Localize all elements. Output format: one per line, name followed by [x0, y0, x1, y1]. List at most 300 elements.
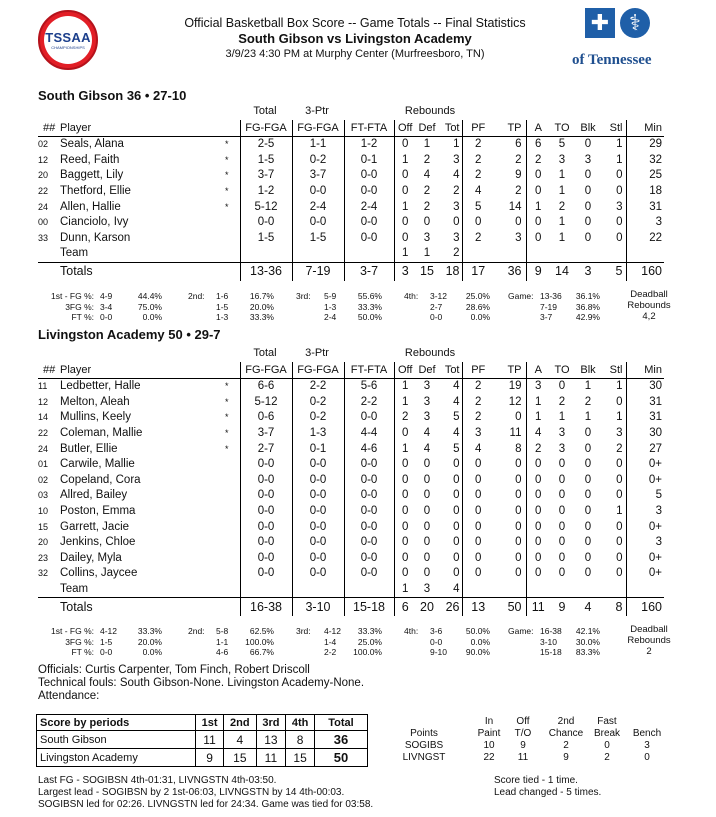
starter-mark — [214, 566, 240, 582]
personal-fouls: 0 — [462, 457, 494, 473]
three-pointers: 0-0 — [292, 551, 344, 567]
player-name: Ledbetter, Halle — [60, 380, 141, 393]
steals-header: Stl — [602, 362, 626, 379]
player-row — [38, 426, 664, 442]
blocks: 0 — [584, 551, 592, 564]
periods-team: South Gibson — [37, 731, 196, 749]
steals: 0 — [616, 520, 623, 533]
total-points: 0 — [515, 520, 522, 533]
personal-fouls: 5 — [462, 199, 494, 215]
assists: 0 — [526, 457, 550, 473]
three-pointers: 0-0 — [292, 488, 344, 504]
off-rebounds: 0 — [394, 215, 416, 231]
total-points: 19 — [508, 380, 522, 393]
assists: 6 — [526, 137, 550, 153]
periods-header-2nd: 2nd — [224, 715, 257, 731]
team-field-goals — [240, 246, 292, 262]
misc-h1-2: Off — [516, 716, 530, 727]
away-rebounds-group: Rebounds — [404, 347, 456, 359]
free-throws: 4-6 — [344, 441, 394, 457]
player-row — [38, 231, 664, 247]
player-number: 01 — [38, 459, 49, 470]
total-points: 2 — [515, 153, 522, 166]
total-points: 3 — [515, 231, 522, 244]
minutes: 18 — [626, 184, 664, 200]
blocks: 0 — [584, 505, 592, 518]
away-4th-pct: 50.0% 0.0% 90.0% — [465, 626, 490, 658]
away-3ptr-group: 3-Ptr — [305, 347, 329, 359]
player-number: 02 — [38, 139, 49, 150]
field-goals: 3-7 — [240, 168, 292, 184]
team-steals — [602, 246, 626, 262]
minutes: 3 — [626, 535, 664, 551]
team-assists — [526, 246, 550, 262]
personal-fouls: 2 — [462, 231, 494, 247]
turnovers: 5 — [558, 138, 566, 151]
home-1st-frac: 4-9 3-4 0-0 — [100, 291, 113, 323]
blocks-header: Blk — [574, 362, 602, 379]
player-row — [38, 566, 664, 582]
blocks: 0 — [584, 489, 592, 502]
def-rebounds: 3 — [423, 231, 431, 244]
player-name: Jenkins, Chloe — [60, 536, 136, 549]
minutes: 30 — [626, 426, 664, 442]
assists-header: A — [526, 362, 550, 379]
player-name: Allen, Hallie — [60, 200, 121, 213]
totals-def-rebounds: 20 — [416, 598, 438, 617]
assists: 0 — [526, 215, 550, 231]
team-turnovers — [550, 246, 574, 262]
totals-total-rebounds: 26 — [438, 598, 462, 617]
total-rebounds: 3 — [453, 231, 460, 244]
total-points: 0 — [515, 489, 522, 502]
officials-line: Officials: Curtis Carpenter, Tom Finch, Robert Driscoll — [38, 664, 310, 676]
field-goals-header: FG-FGA — [240, 120, 292, 137]
off-rebounds: 0 — [394, 473, 416, 489]
blue-cross-icon: ✚ — [585, 8, 615, 38]
off-rebounds: 1 — [394, 379, 416, 395]
assists-header: A — [526, 120, 550, 137]
total-rebounds: 0 — [453, 458, 460, 471]
personal-fouls: 0 — [462, 566, 494, 582]
misc-row-1-cell-2: 11 — [517, 752, 529, 763]
misc-h2-3: Chance — [548, 728, 584, 739]
assists: 0 — [526, 519, 550, 535]
away-team-title: Livingston Academy 50 • 29-7 — [38, 327, 221, 342]
personal-fouls: 2 — [462, 153, 494, 169]
field-goals: 0-0 — [240, 566, 292, 582]
total-rebounds: 0 — [453, 473, 460, 486]
periods-q1: 9 — [196, 749, 224, 767]
periods-q4: 15 — [286, 749, 315, 767]
blocks: 0 — [584, 520, 592, 533]
off-rebounds: 0 — [394, 426, 416, 442]
totals-total-points: 50 — [494, 598, 526, 617]
off-rebounds: 1 — [394, 441, 416, 457]
starter-mark — [214, 504, 240, 520]
def-rebounds: 0 — [423, 505, 431, 518]
starter-header — [214, 362, 240, 379]
turnovers: 2 — [558, 200, 566, 213]
total-points: 0 — [515, 458, 522, 471]
starter-mark: * — [224, 186, 229, 197]
home-game-frac: 13-36 7-19 3-7 — [540, 291, 562, 323]
field-goals: 6-6 — [240, 379, 292, 395]
player-name: Coleman, Mallie — [60, 427, 143, 440]
steals-header: Stl — [602, 120, 626, 137]
home-4th-pct: 25.0% 28.6% 0.0% — [465, 291, 490, 323]
home-team-title: South Gibson 36 • 27-10 — [38, 88, 187, 103]
player-number: 24 — [38, 201, 49, 212]
steals: 0 — [616, 185, 623, 198]
player-name: Collins, Jaycee — [60, 567, 138, 580]
minutes-header: Min — [626, 362, 664, 379]
turnovers: 0 — [558, 489, 566, 502]
away-box-table — [38, 362, 664, 616]
off-rebounds: 1 — [394, 153, 416, 169]
minutes: 5 — [626, 488, 664, 504]
off-rebounds: 0 — [394, 551, 416, 567]
player-name: Baggett, Lily — [60, 169, 124, 182]
player-name: Butler, Ellie — [60, 442, 118, 455]
off-rebounds: 0 — [394, 519, 416, 535]
off-rebounds: 0 — [394, 184, 416, 200]
total-rebounds: 0 — [453, 567, 460, 580]
totals-off-rebounds: 3 — [394, 262, 416, 281]
starter-header — [214, 120, 240, 137]
assists: 2 — [526, 441, 550, 457]
free-throws: 4-4 — [344, 426, 394, 442]
turnovers: 1 — [558, 169, 566, 182]
team-player-name: Team — [60, 247, 89, 260]
three-pointers-header: FG-FGA — [292, 362, 344, 379]
home-4th-label: 4th: — [404, 291, 419, 301]
minutes: 3 — [626, 215, 664, 231]
team-free-throws — [344, 246, 394, 262]
total-rebounds: 4 — [453, 380, 460, 393]
def-rebounds: 0 — [423, 473, 431, 486]
team-total-rebounds: 4 — [453, 583, 460, 596]
player-number: 32 — [38, 568, 49, 579]
assists: 0 — [526, 184, 550, 200]
total-points: 6 — [515, 138, 522, 151]
team-turnovers — [550, 582, 574, 598]
team-off-rebounds: 1 — [394, 246, 416, 262]
total-rebounds: 3 — [453, 200, 460, 213]
totals-blocks: 4 — [574, 598, 602, 617]
matchup-title: South Gibson vs Livingston Academy — [238, 31, 472, 46]
blocks: 0 — [584, 473, 592, 486]
steals: 0 — [616, 395, 623, 408]
def-rebounds: 0 — [423, 551, 431, 564]
free-throws: 0-0 — [344, 215, 394, 231]
player-row — [38, 488, 664, 504]
periods-header-3rd: 3rd — [256, 715, 286, 731]
off-rebounds: 0 — [394, 457, 416, 473]
off-rebounds: 1 — [394, 199, 416, 215]
player-name-header: Player — [60, 120, 214, 137]
player-name: Garrett, Jacie — [60, 520, 130, 533]
logo-subtext: CHAMPIONSHIPS — [51, 45, 85, 50]
team-blocks — [574, 246, 602, 262]
free-throws: 0-0 — [344, 410, 394, 426]
minutes: 29 — [626, 137, 664, 153]
field-goals: 0-0 — [240, 551, 292, 567]
field-goals: 1-5 — [240, 153, 292, 169]
personal-fouls: 2 — [462, 395, 494, 411]
personal-fouls: 2 — [462, 410, 494, 426]
box-header-row — [38, 362, 664, 379]
field-goals: 5-12 — [240, 395, 292, 411]
score-by-periods-table — [36, 714, 368, 767]
periods-q1: 11 — [196, 731, 224, 749]
periods-header-1st: 1st — [196, 715, 224, 731]
assists: 0 — [526, 535, 550, 551]
misc-row-0-cell-2: 9 — [520, 740, 526, 751]
home-total-group: Total — [253, 105, 277, 117]
def-rebounds: 3 — [423, 380, 431, 393]
starter-mark: * — [224, 428, 229, 439]
def-rebounds: 2 — [423, 200, 431, 213]
turnovers: 1 — [558, 216, 566, 229]
steals: 0 — [616, 551, 623, 564]
team-three-pointers — [292, 582, 344, 598]
away-deadball: Deadball Rebounds 2 — [627, 624, 671, 657]
player-name: Cianciolo, Ivy — [60, 216, 129, 229]
player-number: 20 — [38, 170, 49, 181]
steals: 1 — [616, 138, 623, 151]
footer-right — [494, 775, 601, 799]
three-pointers: 0-0 — [292, 215, 344, 231]
total-rebounds: 4 — [453, 169, 460, 182]
player-row — [38, 410, 664, 426]
free-throws: 0-0 — [344, 457, 394, 473]
periods-q3: 13 — [256, 731, 286, 749]
away-game-pct: 42.1% 30.0% 83.3% — [575, 626, 600, 658]
def-rebounds: 4 — [423, 442, 431, 455]
minutes: 31 — [626, 395, 664, 411]
personal-fouls: 2 — [462, 379, 494, 395]
free-throws: 5-6 — [344, 379, 394, 395]
team-row — [38, 246, 664, 262]
starter-mark: * — [224, 381, 229, 392]
player-number: 02 — [38, 474, 49, 485]
misc-h2-4: Break — [593, 728, 621, 739]
home-4th-frac: 3-12 2-7 0-0 — [430, 291, 448, 323]
turnovers: 0 — [558, 505, 566, 518]
team-minutes — [626, 582, 664, 598]
report-title: Official Basketball Box Score -- Game Totals -- Final Statistics — [184, 16, 526, 30]
player-name: Seals, Alana — [60, 138, 124, 151]
free-throws: 0-0 — [344, 231, 394, 247]
blocks: 1 — [584, 411, 592, 424]
largest-lead-line: Largest lead - SOGIBSN by 2 1st-06:03, LIVNGSTN by 14 4th-00:03. — [38, 787, 345, 798]
three-pointers: 2-4 — [292, 199, 344, 215]
misc-row-1-cell-1: 22 — [483, 752, 495, 763]
free-throws: 0-0 — [344, 535, 394, 551]
home-2nd-label: 2nd: — [188, 291, 205, 301]
assists: 0 — [526, 231, 550, 247]
turnovers: 0 — [558, 380, 566, 393]
player-name: Dunn, Karson — [60, 231, 131, 244]
misc-h2-0: Points — [410, 728, 438, 739]
logo-text: TSSAA — [45, 30, 91, 45]
turnovers: 1 — [558, 185, 566, 198]
three-pointers: 0-0 — [292, 473, 344, 489]
free-throws: 2-4 — [344, 199, 394, 215]
turnovers: 0 — [558, 567, 566, 580]
steals: 0 — [616, 567, 623, 580]
misc-h2-2: T/O — [514, 728, 532, 739]
personal-fouls: 4 — [462, 184, 494, 200]
field-goals: 5-12 — [240, 199, 292, 215]
starter-mark — [214, 457, 240, 473]
team-player-name: Team — [60, 583, 89, 596]
player-name: Poston, Emma — [60, 505, 136, 518]
player-number: 22 — [38, 186, 49, 197]
team-starter-mark — [214, 246, 240, 262]
three-pointers: 0-0 — [292, 504, 344, 520]
field-goals: 0-0 — [240, 535, 292, 551]
totals-personal-fouls: 17 — [462, 262, 494, 281]
team-total-rebounds: 2 — [453, 247, 460, 260]
periods-row — [37, 731, 368, 749]
totals-total-points: 36 — [494, 262, 526, 281]
blocks: 0 — [584, 536, 592, 549]
starter-mark: * — [224, 170, 229, 181]
misc-row-1-cell-3: 9 — [563, 752, 569, 763]
total-rebounds: 0 — [453, 216, 460, 229]
player-number: 24 — [38, 443, 49, 454]
free-throws: 1-2 — [344, 137, 394, 153]
field-goals: 0-0 — [240, 519, 292, 535]
turnovers-header: TO — [550, 120, 574, 137]
player-row — [38, 519, 664, 535]
starter-mark: * — [224, 443, 229, 454]
total-rebounds: 1 — [453, 138, 460, 151]
three-pointers: 0-0 — [292, 566, 344, 582]
turnovers: 0 — [558, 473, 566, 486]
away-2nd-pct: 62.5% 100.0% 66.7% — [245, 626, 274, 658]
def-rebounds: 3 — [423, 411, 431, 424]
game-info: 3/9/23 4:30 PM at Murphy Center (Murfreesboro, TN) — [225, 48, 485, 60]
total-points: 14 — [508, 200, 522, 213]
player-number: 00 — [38, 217, 49, 228]
team-player-number — [38, 582, 60, 598]
totals-def-rebounds: 15 — [416, 262, 438, 281]
minutes: 32 — [626, 153, 664, 169]
minutes: 0+ — [626, 519, 664, 535]
three-pointers: 0-2 — [292, 410, 344, 426]
player-name: Reed, Faith — [60, 153, 120, 166]
starter-mark — [214, 231, 240, 247]
team-three-pointers — [292, 246, 344, 262]
total-points: 0 — [515, 567, 522, 580]
away-3rd-label: 3rd: — [296, 626, 311, 636]
total-rebounds: 0 — [453, 551, 460, 564]
player-number: 14 — [38, 412, 49, 423]
periods-q4: 8 — [286, 731, 315, 749]
starter-mark — [214, 488, 240, 504]
def-rebounds: 0 — [423, 520, 431, 533]
total-points: 0 — [515, 505, 522, 518]
free-throws: 2-2 — [344, 395, 394, 411]
field-goals: 0-0 — [240, 457, 292, 473]
steals: 0 — [616, 489, 623, 502]
turnovers: 1 — [558, 411, 566, 424]
home-3rd-frac: 5-9 1-3 2-4 — [324, 291, 337, 323]
team-player-number — [38, 246, 60, 262]
player-number: 23 — [38, 552, 49, 563]
off-rebounds: 2 — [394, 410, 416, 426]
personal-fouls: 0 — [462, 215, 494, 231]
minutes: 25 — [626, 168, 664, 184]
field-goals: 3-7 — [240, 426, 292, 442]
field-goals: 1-2 — [240, 184, 292, 200]
lead-changed-line: Lead changed - 5 times. — [494, 787, 602, 798]
minutes-header: Min — [626, 120, 664, 137]
turnovers: 0 — [558, 458, 566, 471]
assists: 1 — [526, 395, 550, 411]
player-row — [38, 457, 664, 473]
turnovers: 0 — [558, 536, 566, 549]
assists: 2 — [526, 153, 550, 169]
team-def-rebounds: 3 — [423, 583, 431, 596]
total-rebounds: 4 — [453, 395, 460, 408]
minutes: 27 — [626, 441, 664, 457]
minutes: 3 — [626, 504, 664, 520]
team-off-rebounds: 1 — [394, 582, 416, 598]
free-throws: 0-0 — [344, 519, 394, 535]
total-points: 12 — [508, 395, 522, 408]
player-number-header: ## — [38, 362, 60, 379]
blocks: 0 — [584, 216, 592, 229]
misc-row-1-cell-4: 2 — [604, 752, 610, 763]
misc-row-1-cell-5: 0 — [644, 752, 650, 763]
total-rebounds: 0 — [453, 489, 460, 502]
personal-fouls: 3 — [462, 426, 494, 442]
misc-h1-1: In — [484, 716, 494, 727]
totals-turnovers: 9 — [550, 598, 574, 617]
off-rebounds: 0 — [394, 137, 416, 153]
field-goals: 0-6 — [240, 410, 292, 426]
assists: 0 — [526, 473, 550, 489]
misc-row-0-cell-4: 0 — [604, 740, 610, 751]
totals-free-throws: 15-18 — [344, 598, 394, 617]
home-rebounds-group: Rebounds — [404, 105, 456, 117]
totals-free-throws: 3-7 — [344, 262, 394, 281]
team-blocks — [574, 582, 602, 598]
attendance-line: Attendance: — [38, 690, 100, 702]
total-points: 9 — [515, 169, 522, 182]
player-name: Thetford, Ellie — [60, 185, 131, 198]
field-goals: 2-5 — [240, 137, 292, 153]
personal-fouls: 0 — [462, 488, 494, 504]
team-personal-fouls — [462, 246, 494, 262]
home-pct-labels: 1st - FG %: 3FG %: FT %: — [51, 291, 94, 323]
free-throws: 0-0 — [344, 184, 394, 200]
personal-fouls: 0 — [462, 551, 494, 567]
team-starter-mark — [214, 582, 240, 598]
score-tied-line: Score tied - 1 time. — [494, 775, 578, 786]
assists: 0 — [526, 504, 550, 520]
totals-row — [38, 262, 664, 281]
totals-player-number — [38, 262, 60, 281]
starter-mark — [214, 519, 240, 535]
player-row — [38, 168, 664, 184]
three-pointers: 0-0 — [292, 535, 344, 551]
off-rebounds: 0 — [394, 566, 416, 582]
